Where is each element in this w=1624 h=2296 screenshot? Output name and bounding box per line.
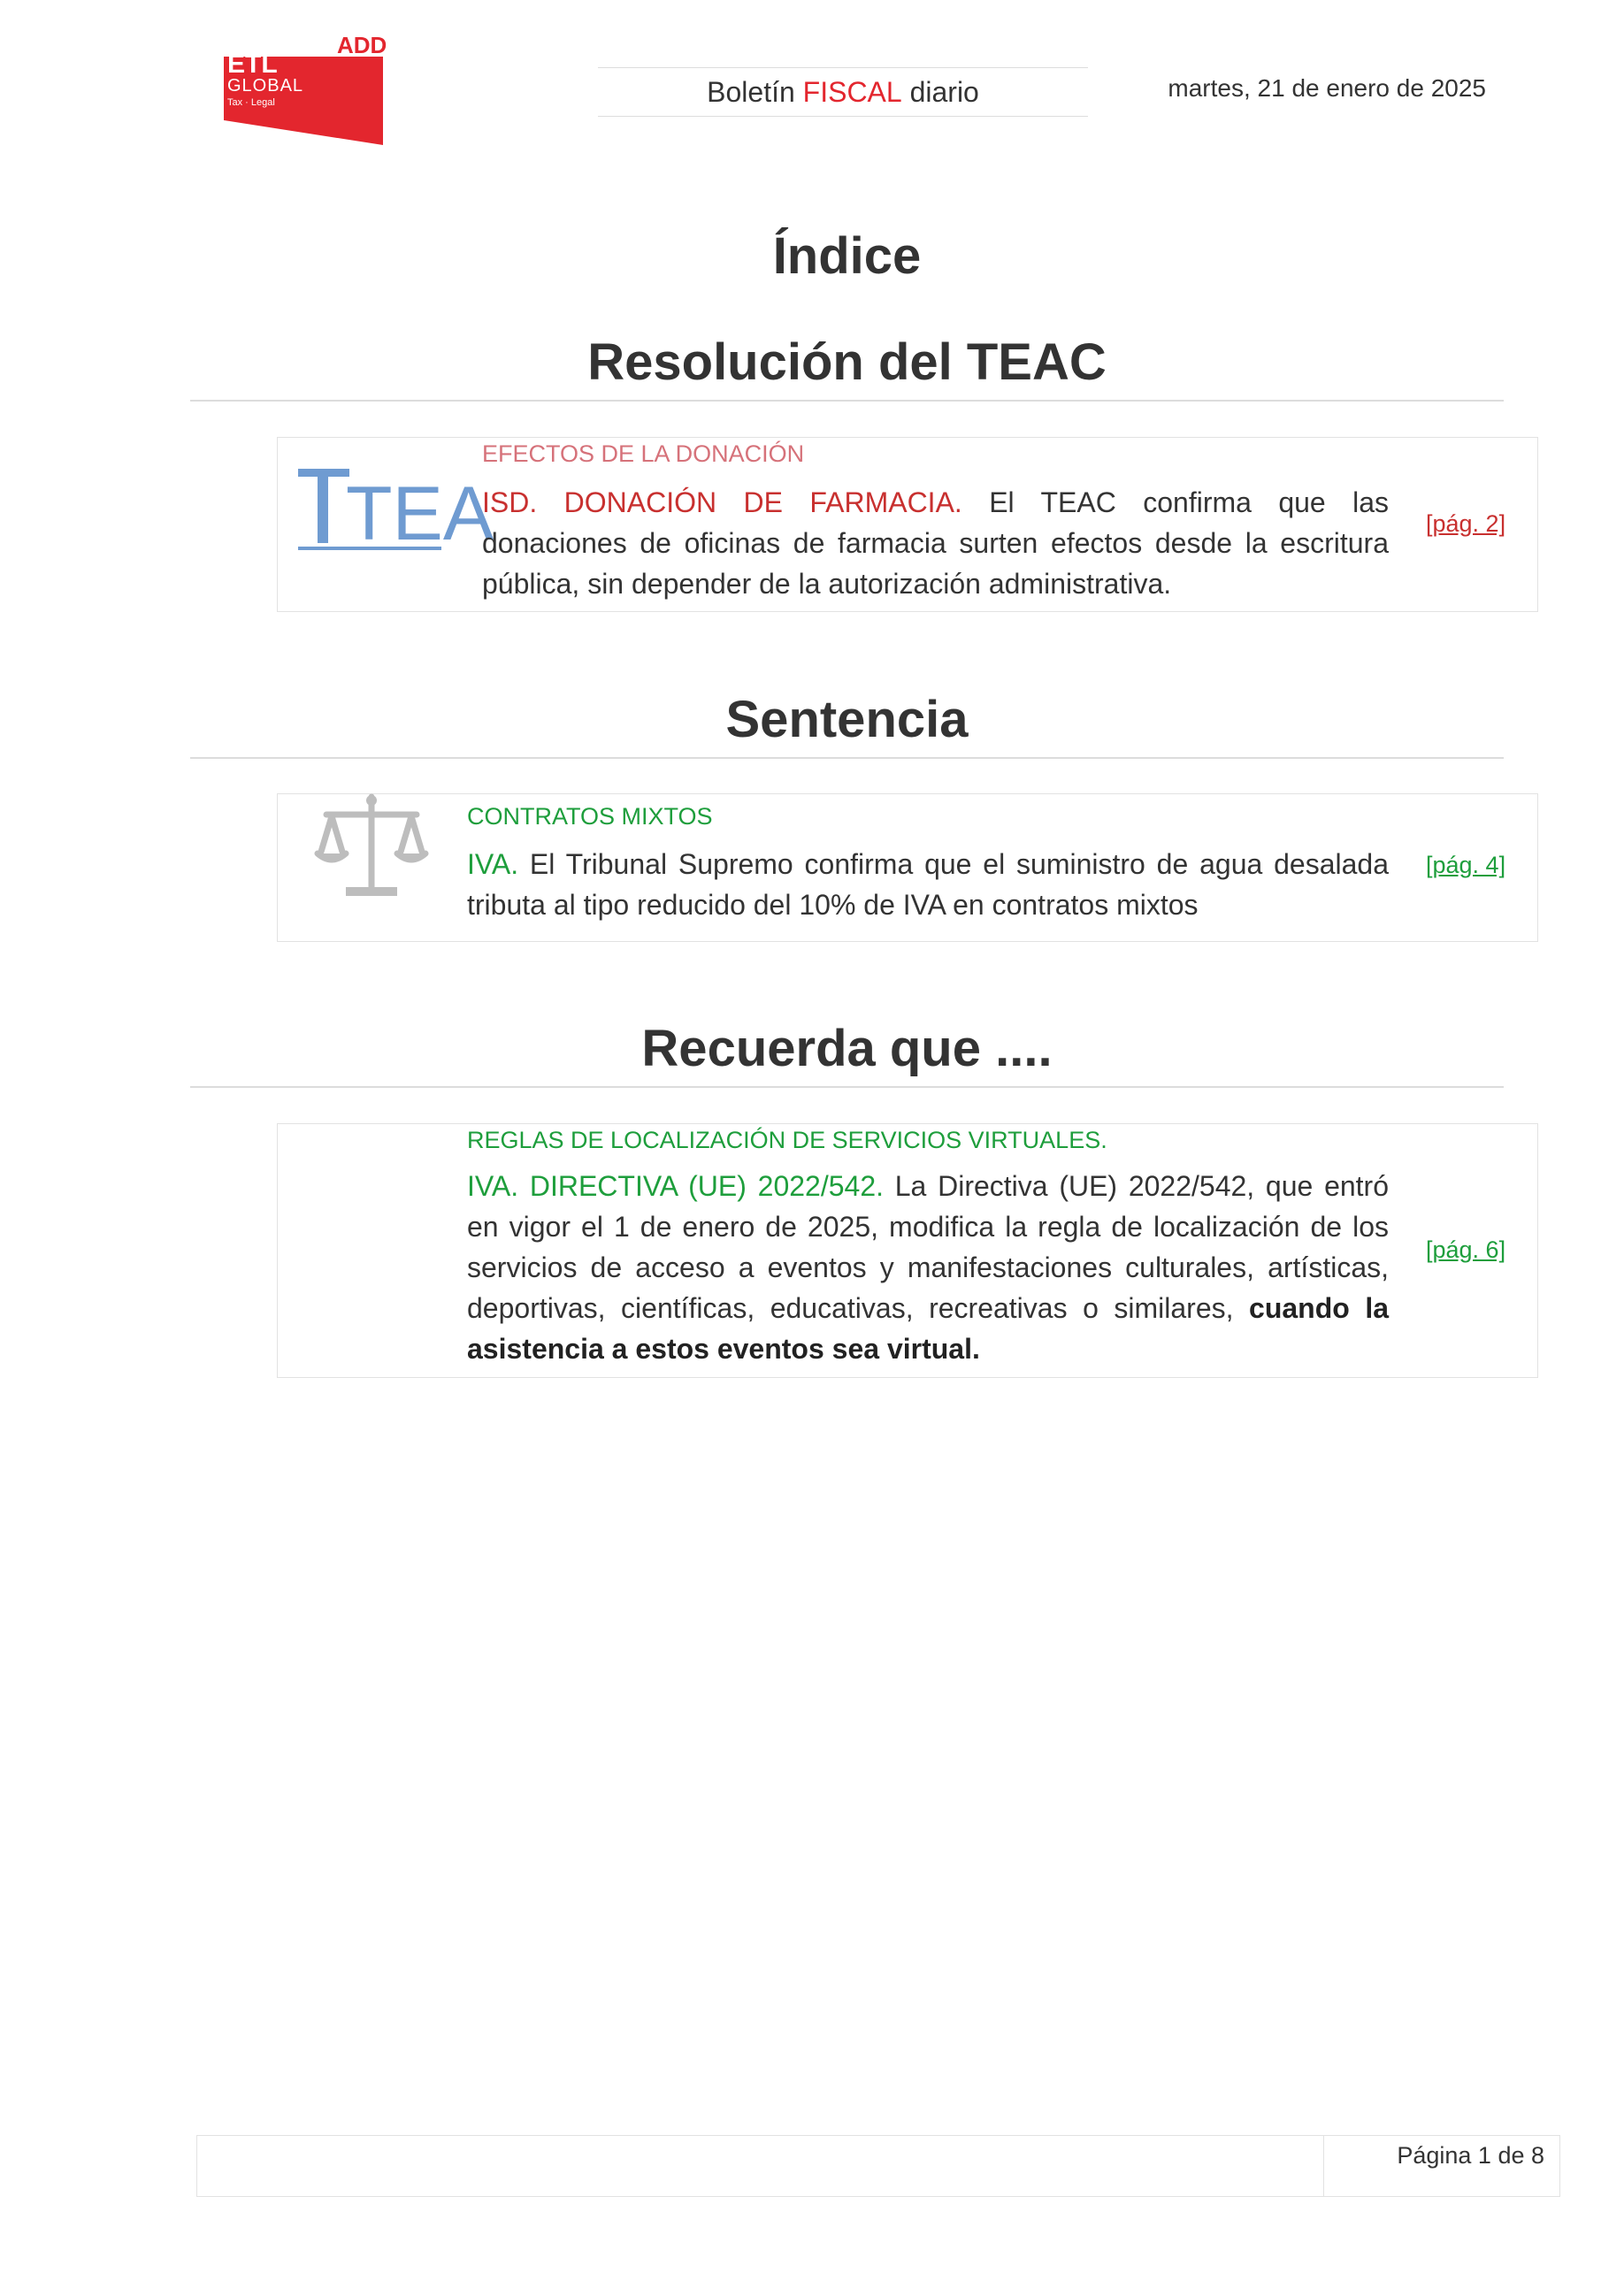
- section-divider: [190, 757, 1504, 759]
- entry-lead: ISD. DONACIÓN DE FARMACIA.: [482, 486, 962, 518]
- logo-global-text: GLOBAL: [227, 76, 304, 96]
- entry-text: La Directiva (UE) 2022/542, que entró en vigor el 1 de enero de 2025, modifica la regla de localización de los servicios de acceso a eventos y manifestaciones culturales, artísticas, deportivas, científicas, educativas, recreativas o similares,: [467, 1170, 1390, 1324]
- page-ref-link[interactable]: [pág. 2]: [1426, 510, 1506, 537]
- bulletin-title: [598, 67, 1088, 117]
- index-title: Índice: [772, 227, 922, 285]
- page-ref-link[interactable]: [pág. 4]: [1426, 852, 1506, 878]
- entry-category: EFECTOS DE LA DONACIÓN: [482, 440, 805, 467]
- footer-divider: [1323, 2135, 1324, 2197]
- section-divider: [190, 400, 1504, 402]
- entry-category: CONTRATOS MIXTOS: [467, 803, 713, 830]
- scale-of-justice-icon: [314, 792, 429, 902]
- tea-logo-icon: [295, 458, 494, 556]
- entry-summary: [467, 1166, 1389, 1369]
- bulletin-prefix: Boletín: [707, 75, 803, 108]
- bulletin-date: martes, 21 de enero de 2025: [1168, 74, 1486, 102]
- section-title-sentencia: Sentencia: [725, 691, 969, 748]
- entry-text: El TEAC confirma que las donaciones de oficinas de farmacia surten efectos desde la escritura pública, sin depender de la autorización administrativa.: [482, 486, 1390, 600]
- logo-etl-text: ETL: [227, 50, 278, 79]
- section-title-recuerda: Recuerda que ....: [641, 1020, 1053, 1077]
- entry-lead: IVA.: [467, 848, 519, 880]
- logo-add-text: ADD: [337, 32, 387, 58]
- entry-summary: [482, 482, 1389, 604]
- etl-global-logo: [217, 32, 385, 147]
- entry-text: El Tribunal Supremo confirma que el suministro de agua desalada tributa al tipo reducido del 10% de IVA en contratos mixtos: [467, 848, 1389, 921]
- section-title-teac: Resolución del TEAC: [587, 333, 1107, 391]
- entry-lead: IVA. DIRECTIVA (UE) 2022/542.: [467, 1170, 885, 1202]
- bulletin-suffix: diario: [901, 75, 979, 108]
- logo-tax-legal-text: Tax · Legal: [227, 97, 275, 108]
- tea-icon-text: TEA: [346, 471, 494, 556]
- entry-summary: [467, 844, 1389, 925]
- page-number: Página 1 de 8: [1397, 2142, 1544, 2169]
- entry-text-bold: cuando la asistencia a estos eventos sea virtual.: [467, 1292, 1390, 1365]
- entry-category: REGLAS DE LOCALIZACIÓN DE SERVICIOS VIRTUALES.: [467, 1127, 1107, 1153]
- section-divider: [190, 1086, 1504, 1088]
- page-ref-link[interactable]: [pág. 6]: [1426, 1236, 1506, 1263]
- bulletin-highlight: FISCAL: [802, 75, 902, 108]
